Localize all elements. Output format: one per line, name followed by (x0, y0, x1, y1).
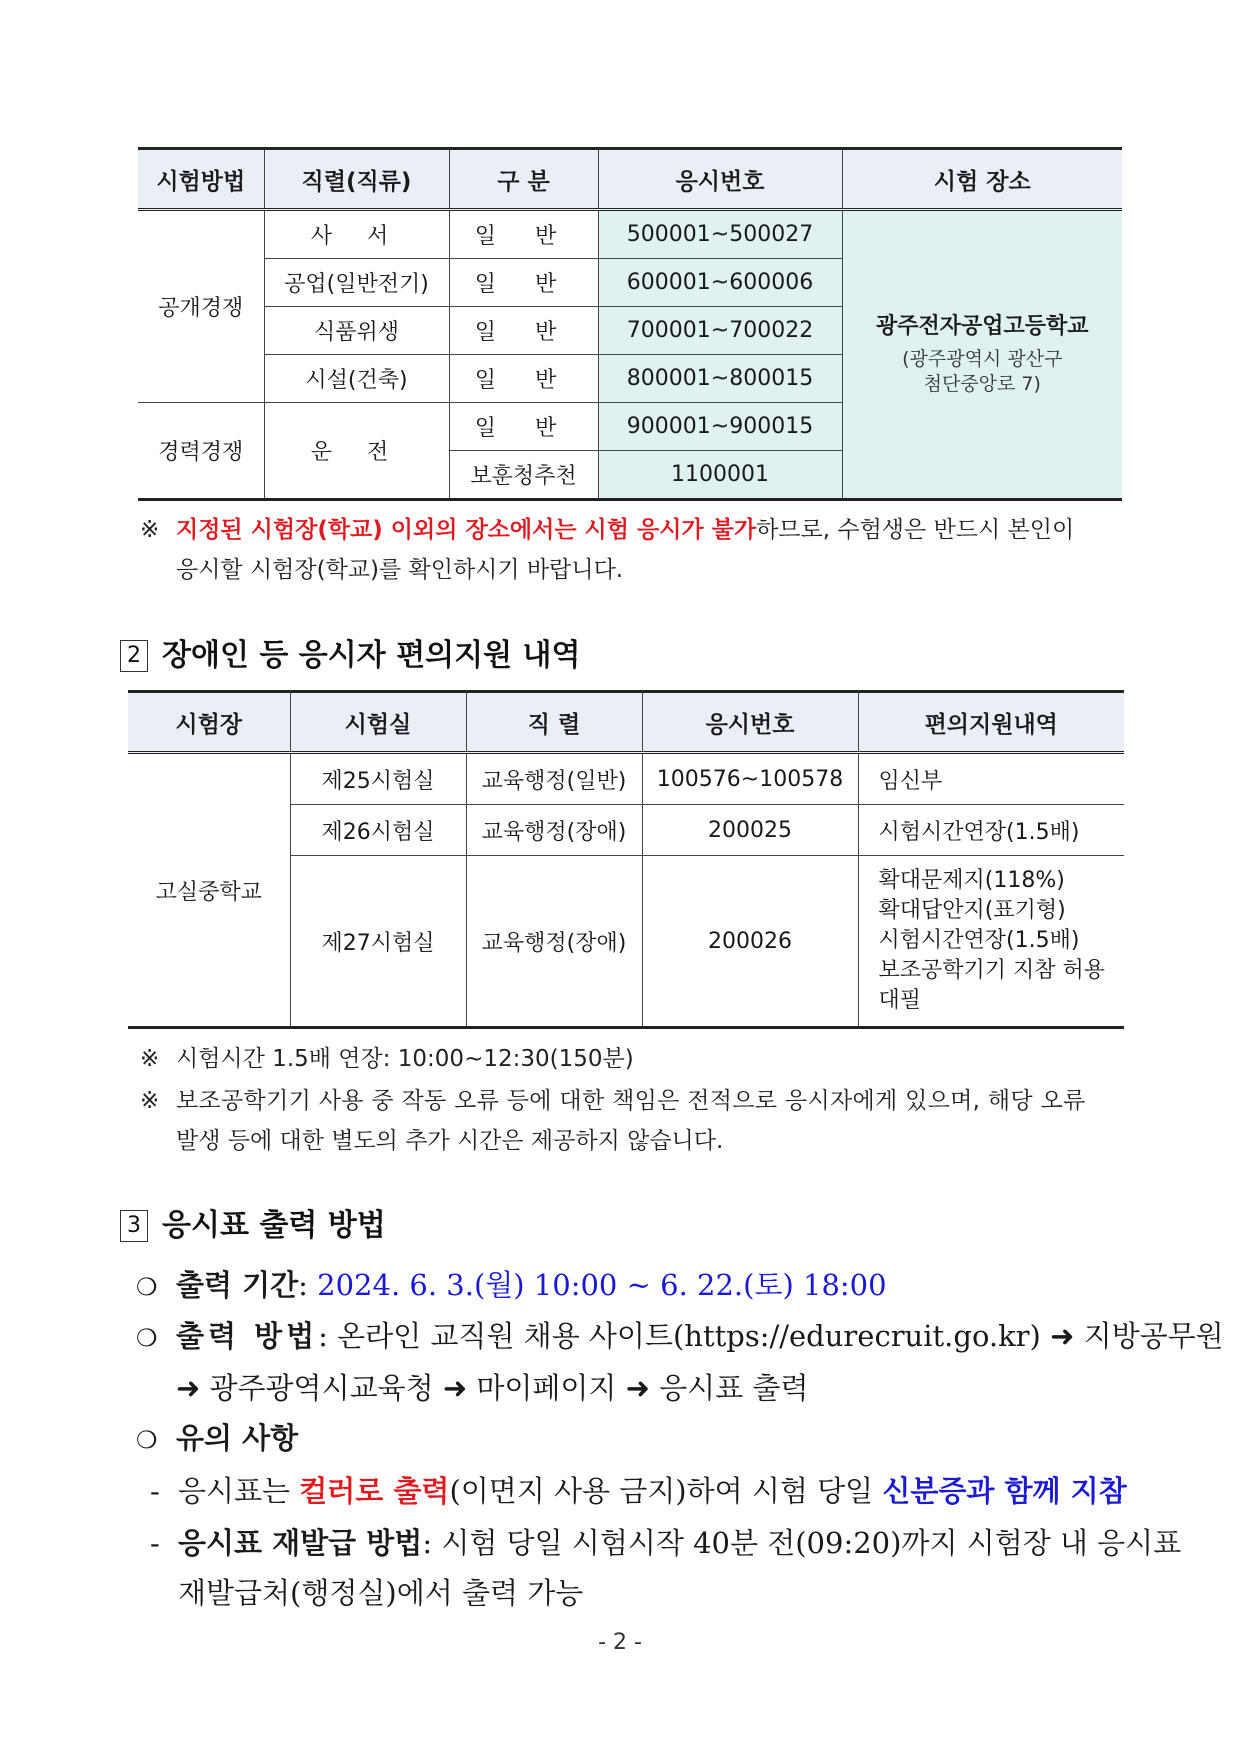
color-print-highlight: 컬러로 출력 (299, 1474, 450, 1508)
series-text: 사 서 (310, 224, 403, 249)
series-cell: 교육행정(장애) (466, 805, 642, 856)
header-support: 편의지원내역 (858, 692, 1124, 753)
venue-name: 광주전자공업고등학교 (875, 313, 1089, 339)
print-method-item (136, 1311, 1224, 1413)
colon: : (318, 1319, 328, 1353)
series-cell (264, 403, 449, 500)
colon: : (298, 1268, 308, 1302)
print-period-value: 2024. 6. 3.(월) 10:00 ~ 6. 22.(토) 18:00 (317, 1268, 887, 1302)
series-text: 운 전 (310, 440, 403, 465)
category-text: 일 반 (474, 224, 573, 249)
number-cell: 900001~900015 (598, 403, 842, 451)
header-series: 직렬(직류) (264, 149, 449, 210)
print-period-item (136, 1260, 887, 1312)
note-line-2: 발생 등에 대한 별도의 추가 시간은 제공하지 않습니다. (176, 1128, 724, 1154)
header-venue: 시험 장소 (842, 149, 1122, 210)
reference-mark: ※ (140, 517, 160, 543)
accommodation-table (128, 690, 1124, 1029)
item-line-2: ➜ 광주광역시교육청 ➜ 마이페이지 ➜ 응시표 출력 (176, 1371, 809, 1405)
dash: - (150, 1526, 160, 1560)
reference-mark: ※ (140, 1046, 160, 1072)
section-number-box: 3 (120, 1210, 148, 1242)
header-category: 구 분 (449, 149, 598, 210)
number-cell: 500001~500027 (598, 210, 842, 259)
category-text: 일 반 (474, 272, 573, 297)
section-2-heading (120, 630, 581, 674)
header-exam-number: 응시번호 (642, 692, 858, 753)
header-series: 직 렬 (466, 692, 642, 753)
category-text: 일 반 (474, 368, 573, 393)
number-cell: 600001~600006 (598, 259, 842, 307)
caution-item (136, 1413, 298, 1465)
support-item: 대필 (878, 988, 922, 1013)
item-line-1 (150, 1518, 1182, 1568)
venue-cell: 고실중학교 (128, 753, 290, 1028)
circle-bullet-icon: ❍ (136, 1273, 158, 1301)
note-text: 하므로, 수험생은 반드시 본인이 (756, 517, 1075, 543)
section-title: 장애인 등 응시자 편의지원 내역 (162, 638, 581, 673)
category-cell (449, 210, 598, 259)
method-cell: 공개경쟁 (138, 210, 264, 403)
support-item: 시험시간연장(1.5배) (878, 928, 1080, 953)
series-cell: 교육행정(일반) (466, 753, 642, 805)
caution-subitem-reissue (150, 1518, 1182, 1618)
text: (이면지 사용 금지)하여 시험 당일 (449, 1474, 874, 1508)
category-cell (449, 307, 598, 355)
room-cell: 제27시험실 (290, 856, 466, 1028)
section-3-heading (120, 1200, 386, 1244)
caution-subitem-color-print (150, 1466, 1130, 1516)
colon: : (422, 1526, 433, 1560)
series-cell: 식품위생 (264, 307, 449, 355)
number-cell: 200026 (642, 856, 858, 1028)
item-line-2: 재발급처(행정실)에서 출력 가능 (178, 1576, 584, 1610)
category-cell (449, 403, 598, 451)
print-method-path: 온라인 교직원 채용 사이트(https://edurecruit.go.kr) ➜ 지방공무원 (337, 1319, 1224, 1353)
table-row (128, 753, 1124, 805)
note-line-1 (140, 1081, 1125, 1121)
circle-bullet-icon: ❍ (136, 1426, 158, 1454)
number-cell: 200025 (642, 805, 858, 856)
table-header-row (138, 149, 1122, 210)
section-number-box: 2 (120, 640, 148, 672)
number-cell: 1100001 (598, 451, 842, 500)
room-cell: 제25시험실 (290, 753, 466, 805)
room-cell: 제26시험실 (290, 805, 466, 856)
id-required-highlight: 신분증과 함께 지참 (882, 1474, 1127, 1508)
category-cell (449, 355, 598, 403)
item-label: 출력 방법 (176, 1319, 319, 1353)
note-line-2: 응시할 시험장(학교)를 확인하시기 바랍니다. (176, 557, 624, 583)
number-cell: 100576~100578 (642, 753, 858, 805)
series-cell: 공업(일반전기) (264, 259, 449, 307)
category-cell: 보훈청추천 (449, 451, 598, 500)
section-title: 응시표 출력 방법 (162, 1208, 386, 1243)
support-item: 보조공학기기 지참 허용 (878, 958, 1106, 983)
note-time-extension (140, 1039, 1125, 1079)
support-cell (858, 856, 1124, 1028)
support-item: 확대문제지(118%) (878, 868, 1065, 893)
venue-cell (842, 210, 1122, 500)
header-exam-number: 응시번호 (598, 149, 842, 210)
category-text: 일 반 (474, 416, 573, 441)
page-number: - 2 - (598, 1630, 642, 1655)
text: 응시표는 (178, 1474, 291, 1508)
series-cell (264, 210, 449, 259)
header-method: 시험방법 (138, 149, 264, 210)
venue-address-2: 첨단중앙로 7) (923, 372, 1041, 395)
venue-address-1: (광주광역시 광산구 (902, 348, 1063, 371)
dash: - (150, 1474, 160, 1508)
number-cell: 700001~700022 (598, 307, 842, 355)
table-header-row (128, 692, 1124, 753)
category-text: 일 반 (474, 320, 573, 345)
item-label: 응시표 재발급 방법 (178, 1526, 423, 1560)
support-item: 확대답안지(표기형) (878, 898, 1066, 923)
text: 시험 당일 시험시작 40분 전(09:20)까지 시험장 내 응시표 (441, 1526, 1182, 1560)
note-device-liability (140, 1081, 1125, 1161)
warning-highlight: 지정된 시험장(학교) 이외의 장소에서는 시험 응시가 불가 (176, 517, 757, 543)
note-line-1 (140, 510, 1125, 550)
exam-venue-table (138, 147, 1122, 501)
header-room: 시험실 (290, 692, 466, 753)
series-cell: 교육행정(장애) (466, 856, 642, 1028)
reference-mark: ※ (140, 1088, 160, 1114)
category-cell (449, 259, 598, 307)
table-row (138, 210, 1122, 259)
note-text: 보조공학기기 사용 중 작동 오류 등에 대한 책임은 전적으로 응시자에게 있으며, 해당 오류 (176, 1088, 1086, 1114)
number-cell: 800001~800015 (598, 355, 842, 403)
circle-bullet-icon: ❍ (136, 1324, 158, 1352)
item-label: 유의 사항 (176, 1421, 299, 1455)
series-cell: 시설(건축) (264, 355, 449, 403)
note-venue-warning (140, 510, 1125, 590)
support-cell: 시험시간연장(1.5배) (858, 805, 1124, 856)
header-venue: 시험장 (128, 692, 290, 753)
item-line-1 (136, 1311, 1224, 1363)
method-cell: 경력경쟁 (138, 403, 264, 500)
note-text: 시험시간 1.5배 연장: 10:00~12:30(150분) (176, 1046, 634, 1072)
support-cell: 임신부 (858, 753, 1124, 805)
item-label: 출력 기간 (176, 1268, 299, 1302)
